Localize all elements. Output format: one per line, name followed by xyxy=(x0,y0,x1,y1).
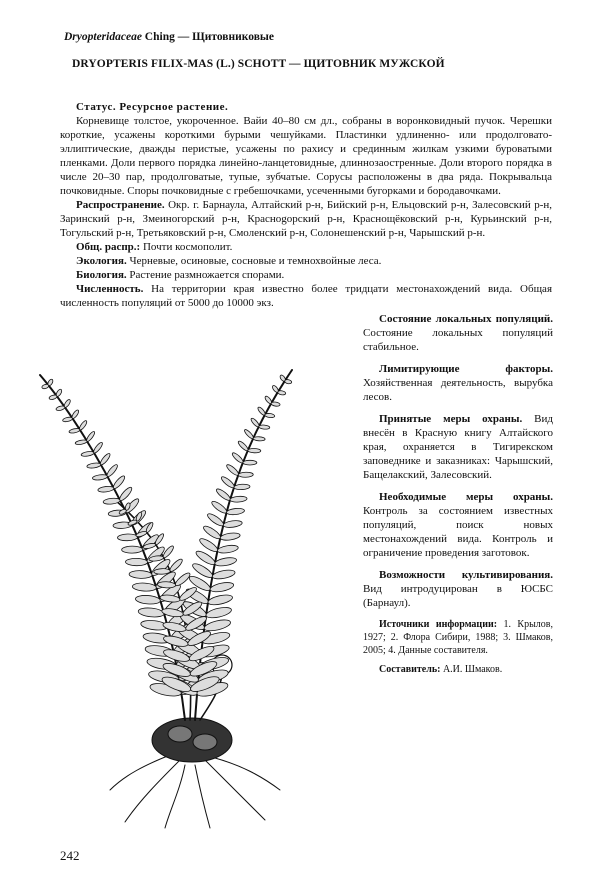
fern-pinna xyxy=(47,378,54,386)
measures-needed-text: Контроль за состоянием известных популяций, поиск новых местонахождений вида. Контроль и ограничение проведения заготовок. xyxy=(363,505,553,559)
fern-pinna xyxy=(78,420,88,431)
fern-pinna xyxy=(81,451,95,457)
fern-pinna xyxy=(203,618,231,633)
fern-pinna xyxy=(63,399,71,409)
fern-pinna xyxy=(202,524,222,541)
author-paragraph xyxy=(363,663,553,676)
fern-pinna xyxy=(214,556,237,567)
fern-pinna xyxy=(259,425,270,430)
fern-pinna xyxy=(271,401,280,406)
fern-pinna xyxy=(162,545,175,559)
status-label: Статус. Ресурсное растение. xyxy=(76,101,229,113)
cultivation-text: Вид интродуцирован в ЮСБС (Барнаул). xyxy=(363,583,553,609)
limiting-text: Хозяйственная деятельность, вырубка лесов. xyxy=(363,377,553,403)
fern-pinna xyxy=(277,390,286,395)
local-state-paragraph xyxy=(363,312,553,354)
fern-illustration xyxy=(30,360,355,830)
sources-label: Источники информации: xyxy=(379,619,498,630)
general-distribution-label: Общ. распр.: xyxy=(76,241,141,253)
fern-pinna xyxy=(215,487,232,502)
right-column xyxy=(363,312,553,676)
fern-pinna xyxy=(75,439,88,445)
family-author: Ching — xyxy=(144,31,190,43)
limiting-label: Лимитирующие факторы. xyxy=(379,363,553,375)
measures-taken-paragraph xyxy=(363,412,553,482)
fern-pinna xyxy=(99,452,111,466)
local-state-label: Состояние локальных популяций. xyxy=(379,313,553,325)
family-russian: Щитовниковые xyxy=(192,31,275,43)
fern-pinna xyxy=(117,534,137,541)
general-distribution-text: Почти космополит. xyxy=(142,241,233,253)
fern-pinna xyxy=(154,568,171,574)
fern-pinna xyxy=(125,558,147,566)
fern-pinna xyxy=(92,474,108,481)
measures-taken-text: Вид внесён в Красную книгу Алтайского края, охраняется в Тигирекском заповеднике и заказниках: Чарышский, Бащелакский, Залесовский. xyxy=(363,413,553,481)
fern-pinna xyxy=(103,497,120,504)
fern-pinna xyxy=(243,460,257,465)
abundance-text: На территории края известно более тридцати местонахождений вида. Общая численность популяций от 5000 до 10000 экз. xyxy=(60,283,553,309)
fern-pinna xyxy=(226,508,245,516)
fern-pinna xyxy=(174,571,192,587)
biology-label: Биология. xyxy=(76,269,127,281)
fern-pinna xyxy=(217,544,239,554)
fern-pinna xyxy=(112,474,126,490)
sources-paragraph xyxy=(363,618,553,657)
general-distribution-paragraph xyxy=(60,240,552,254)
fern-pinna xyxy=(98,486,115,493)
fern-pinna xyxy=(220,475,236,489)
family-header xyxy=(64,31,274,43)
species-title: DRYOPTERIS FILIX-MAS (L.) SCHOTT — ЩИТОВНИК МУЖСКОЙ xyxy=(72,58,445,70)
fern-pinna xyxy=(284,379,292,384)
cultivation-paragraph xyxy=(363,568,553,610)
fern-pinna xyxy=(248,448,261,453)
fern-pinna xyxy=(71,409,80,419)
biology-paragraph xyxy=(60,268,552,282)
author-text: А.И. Шмаков. xyxy=(442,664,503,675)
fern-pinna xyxy=(135,595,161,605)
fern-pinna xyxy=(253,436,265,441)
fern-pinna xyxy=(231,451,244,464)
fern-pinna xyxy=(129,570,152,579)
abundance-label: Численность. xyxy=(76,283,144,295)
fern-pinna xyxy=(105,463,118,478)
fern-pinna xyxy=(87,462,102,469)
fern-pinna xyxy=(238,472,253,477)
distribution-label: Распространение. xyxy=(76,199,165,211)
fern-pinna xyxy=(55,388,63,397)
fern-pinna xyxy=(168,557,184,573)
ecology-label: Экология. xyxy=(76,255,127,267)
fern-pinna xyxy=(69,428,81,434)
measures-needed-label: Необходимые меры охраны. xyxy=(379,491,553,503)
fern-pinna xyxy=(198,536,219,553)
fern-pinna xyxy=(132,582,156,591)
cultivation-label: Возможности культивирования. xyxy=(379,569,553,581)
local-state-text: Состояние локальных популяций стабильное. xyxy=(363,327,553,353)
fern-pinna xyxy=(205,605,232,619)
fern-pinna xyxy=(206,512,225,528)
fern-pinna xyxy=(210,500,228,515)
fern-pinna xyxy=(138,607,165,618)
ecology-paragraph xyxy=(60,254,552,268)
page-number: 242 xyxy=(60,848,80,863)
fern-pinna xyxy=(209,581,234,594)
fern-pinna xyxy=(230,496,247,503)
ecology-text: Черневые, осиновые, сосновые и темнохвойные леса. xyxy=(129,255,382,267)
status-description: Корневище толстое, укороченное. Вайи 40–80 см дл., собраны в воронковидный пучок. Черешки короткие, усажены короткими бурыми чешуйками. Пластинки удлиненно- или продолговато-эллиптические, дважды перистые, усажены по рахису и срединным жилкам узкими буроватыми пленками. Доли первого порядка линейно-ланцетовидные, длиннозаостренные. Доли второго порядка в числе 20–30 пар, продолговатые, тупые, зубчатые. Сорусы расположены в два ряда. Покрывальца почковидные. Споры почковидные с гребешочками, усеченными бугорками и бородавочками. xyxy=(60,115,552,197)
sources-text: 1. Крылов, 1927; 2. Флора Сибири, 1988; 3. Шмаков, 2005; 4. Данные составителя. xyxy=(363,619,554,656)
abundance-paragraph xyxy=(60,282,552,310)
fern-pinna xyxy=(234,484,250,490)
fern-pinna xyxy=(85,430,95,442)
fern-pinna xyxy=(212,569,236,581)
fern-pinna xyxy=(220,532,241,542)
status-section xyxy=(60,100,552,310)
fern-pinna xyxy=(92,441,103,454)
limiting-paragraph xyxy=(363,362,553,404)
fern-pinna xyxy=(223,520,243,529)
biology-text: Растение размножается спорами. xyxy=(129,269,285,281)
distribution-text: Окр. г. Барнаула, Алтайский р-н, Бийский р-н, Ельцовский р-н, Залесовский р-н, Заринский р-н, Змеиногорский р-н, Краснogорский р-н, Краснощёковский р-н, Курьинский р-н, Тогульский р-н, Третьяковский р-н, Смоленский р-н, Солонешенский р-н, Чарышский р-н. xyxy=(60,199,552,239)
fern-pinna xyxy=(62,416,73,422)
fern-pinna xyxy=(122,546,143,553)
author-label: Составитель: xyxy=(379,664,441,675)
measures-needed-paragraph xyxy=(363,490,553,560)
fern-pinna xyxy=(118,486,134,502)
family-latin: Dryopteridaceae xyxy=(64,31,142,43)
fern-pinna xyxy=(157,581,176,588)
fern-pinna xyxy=(265,413,275,418)
measures-taken-label: Принятые меры охраны. xyxy=(379,413,523,425)
fern-pinna xyxy=(225,463,240,477)
fern-pinna xyxy=(207,593,233,606)
distribution-paragraph xyxy=(60,198,552,240)
